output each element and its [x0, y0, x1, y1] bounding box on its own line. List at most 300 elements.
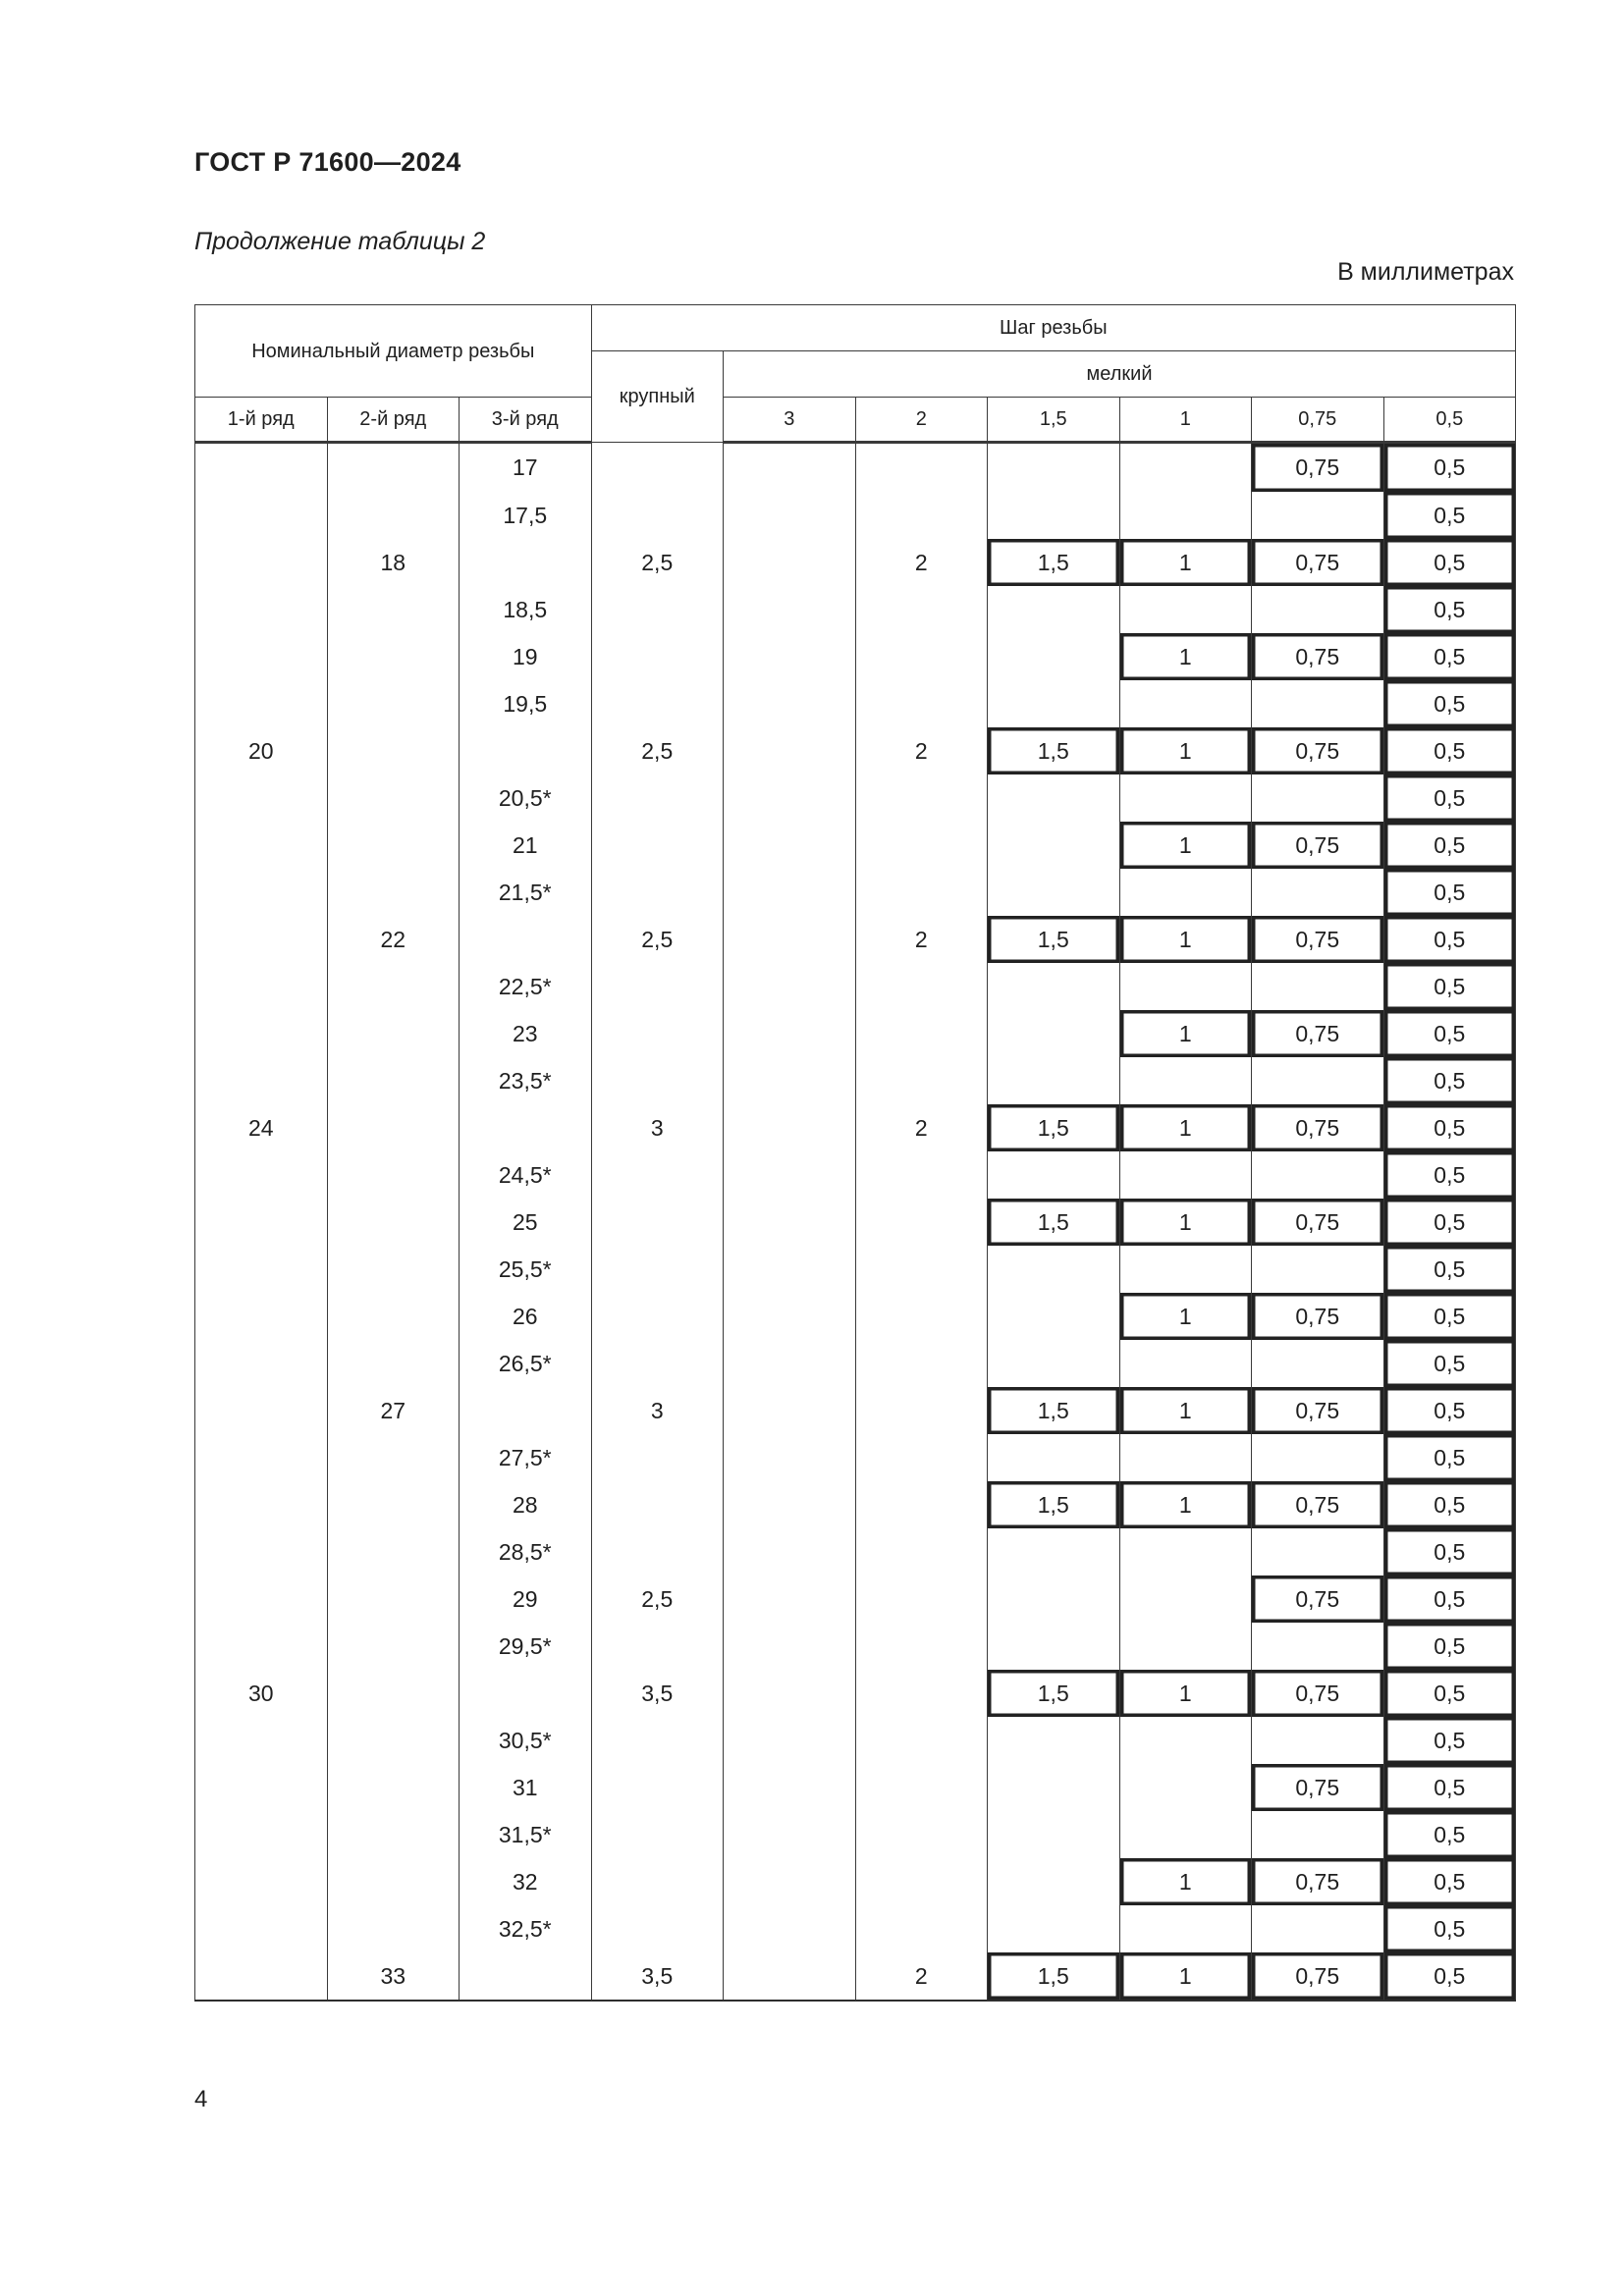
pitch-fine-0-5-cell: 0,5 [1383, 586, 1516, 633]
document-code: ГОСТ Р 71600—2024 [194, 147, 461, 177]
header-fine-pitch-1-5: 1,5 [988, 398, 1120, 443]
diameter-row-1-cell [195, 539, 328, 586]
pitch-fine-3-cell [724, 963, 856, 1010]
diameter-row-1-cell [195, 916, 328, 963]
pitch-fine-0-5-cell: 0,5 [1383, 492, 1516, 539]
pitch-fine-3-cell [724, 492, 856, 539]
pitch-fine-1-5-cell [988, 1528, 1120, 1575]
pitch-fine-1-5-cell [988, 1811, 1120, 1858]
diameter-row-1-cell [195, 1858, 328, 1905]
table-row [195, 1528, 1516, 1575]
pitch-fine-0-75-cell: 0,75 [1252, 822, 1384, 869]
pitch-fine-3-cell [724, 586, 856, 633]
diameter-row-1-cell [195, 1952, 328, 2001]
pitch-coarse-cell: 2,5 [591, 539, 724, 586]
pitch-fine-0-5-cell: 0,5 [1383, 1151, 1516, 1199]
diameter-row-2-cell: 33 [327, 1952, 460, 2001]
pitch-fine-0-5-cell: 0,5 [1383, 963, 1516, 1010]
diameter-row-2-cell [327, 1905, 460, 1952]
pitch-fine-2-cell [855, 1057, 988, 1104]
pitch-fine-1-5-cell: 1,5 [988, 1670, 1120, 1717]
diameter-row-3-cell: 22,5* [460, 963, 592, 1010]
table-row [195, 1434, 1516, 1481]
diameter-row-3-cell [460, 727, 592, 774]
pitch-fine-1-5-cell [988, 822, 1120, 869]
pitch-fine-2-cell [855, 680, 988, 727]
pitch-fine-2-cell [855, 1293, 988, 1340]
pitch-fine-0-75-cell: 0,75 [1252, 727, 1384, 774]
pitch-coarse-cell [591, 1811, 724, 1858]
pitch-fine-3-cell [724, 1151, 856, 1199]
pitch-coarse-cell [591, 1010, 724, 1057]
diameter-row-1-cell [195, 1340, 328, 1387]
pitch-fine-1-cell: 1 [1119, 1858, 1252, 1905]
pitch-fine-0-75-cell [1252, 1811, 1384, 1858]
pitch-coarse-cell [591, 869, 724, 916]
diameter-row-3-cell: 28,5* [460, 1528, 592, 1575]
pitch-fine-1-cell [1119, 1905, 1252, 1952]
pitch-fine-1-cell: 1 [1119, 1104, 1252, 1151]
pitch-fine-2-cell [855, 633, 988, 680]
pitch-fine-3-cell [724, 1528, 856, 1575]
pitch-fine-2-cell [855, 1387, 988, 1434]
table-row [195, 1481, 1516, 1528]
pitch-fine-1-cell: 1 [1119, 916, 1252, 963]
pitch-fine-0-75-cell: 0,75 [1252, 1293, 1384, 1340]
pitch-fine-1-cell [1119, 1434, 1252, 1481]
pitch-fine-1-cell: 1 [1119, 1387, 1252, 1434]
pitch-fine-0-5-cell: 0,5 [1383, 916, 1516, 963]
table-row [195, 1293, 1516, 1340]
table-row [195, 539, 1516, 586]
diameter-row-1-cell [195, 1717, 328, 1764]
pitch-fine-1-5-cell: 1,5 [988, 1387, 1120, 1434]
diameter-row-3-cell [460, 539, 592, 586]
pitch-fine-0-75-cell: 0,75 [1252, 1764, 1384, 1811]
units-note: В миллиметрах [1337, 258, 1514, 286]
pitch-fine-1-cell [1119, 1764, 1252, 1811]
diameter-row-3-cell [460, 916, 592, 963]
pitch-fine-2-cell [855, 1905, 988, 1952]
pitch-fine-1-5-cell [988, 1340, 1120, 1387]
table-row [195, 1575, 1516, 1623]
diameter-row-2-cell [327, 1340, 460, 1387]
diameter-row-3-cell: 21 [460, 822, 592, 869]
header-row-1: 1-й ряд [195, 398, 328, 443]
pitch-fine-2-cell [855, 586, 988, 633]
diameter-row-2-cell: 18 [327, 539, 460, 586]
pitch-fine-3-cell [724, 443, 856, 492]
pitch-fine-0-75-cell [1252, 1528, 1384, 1575]
pitch-fine-0-5-cell: 0,5 [1383, 1010, 1516, 1057]
diameter-row-1-cell [195, 1010, 328, 1057]
diameter-row-3-cell: 18,5 [460, 586, 592, 633]
table-row [195, 1764, 1516, 1811]
pitch-fine-0-75-cell: 0,75 [1252, 1952, 1384, 2001]
pitch-fine-3-cell [724, 1293, 856, 1340]
diameter-row-1-cell [195, 1811, 328, 1858]
table-row [195, 1670, 1516, 1717]
pitch-fine-3-cell [724, 539, 856, 586]
pitch-fine-1-cell: 1 [1119, 633, 1252, 680]
diameter-row-1-cell: 30 [195, 1670, 328, 1717]
pitch-coarse-cell [591, 586, 724, 633]
table-row [195, 492, 1516, 539]
table-row [195, 822, 1516, 869]
diameter-row-2-cell [327, 774, 460, 822]
diameter-row-2-cell [327, 1293, 460, 1340]
pitch-fine-2-cell [855, 1481, 988, 1528]
pitch-fine-1-cell [1119, 443, 1252, 492]
pitch-fine-0-5-cell: 0,5 [1383, 774, 1516, 822]
diameter-row-3-cell [460, 1952, 592, 2001]
diameter-row-1-cell [195, 680, 328, 727]
pitch-fine-0-75-cell [1252, 963, 1384, 1010]
pitch-fine-2-cell: 2 [855, 727, 988, 774]
pitch-coarse-cell [591, 1717, 724, 1764]
pitch-fine-1-5-cell [988, 774, 1120, 822]
diameter-row-3-cell [460, 1104, 592, 1151]
diameter-row-2-cell [327, 1104, 460, 1151]
pitch-fine-0-5-cell: 0,5 [1383, 727, 1516, 774]
table-row [195, 1246, 1516, 1293]
pitch-fine-3-cell [724, 916, 856, 963]
pitch-fine-1-cell [1119, 1340, 1252, 1387]
diameter-row-2-cell [327, 1858, 460, 1905]
table-row [195, 963, 1516, 1010]
pitch-fine-1-5-cell [988, 1434, 1120, 1481]
diameter-row-2-cell [327, 1481, 460, 1528]
pitch-fine-3-cell [724, 680, 856, 727]
pitch-coarse-cell: 2,5 [591, 1575, 724, 1623]
diameter-row-3-cell: 21,5* [460, 869, 592, 916]
diameter-row-1-cell [195, 1481, 328, 1528]
pitch-fine-1-cell [1119, 1623, 1252, 1670]
table-row [195, 1104, 1516, 1151]
pitch-fine-1-5-cell [988, 1858, 1120, 1905]
diameter-row-1-cell [195, 443, 328, 492]
header-pitch: Шаг резьбы [591, 305, 1516, 351]
pitch-coarse-cell [591, 680, 724, 727]
pitch-fine-0-75-cell [1252, 1905, 1384, 1952]
pitch-fine-1-cell [1119, 680, 1252, 727]
pitch-coarse-cell [591, 1246, 724, 1293]
pitch-coarse-cell [591, 443, 724, 492]
pitch-fine-2-cell [855, 1010, 988, 1057]
pitch-coarse-cell [591, 1623, 724, 1670]
pitch-fine-0-5-cell: 0,5 [1383, 1057, 1516, 1104]
diameter-row-1-cell [195, 822, 328, 869]
pitch-coarse-cell: 3,5 [591, 1670, 724, 1717]
diameter-row-2-cell: 22 [327, 916, 460, 963]
diameter-row-2-cell [327, 1199, 460, 1246]
table-row [195, 1905, 1516, 1952]
pitch-fine-0-75-cell [1252, 1434, 1384, 1481]
table-row [195, 1717, 1516, 1764]
pitch-fine-1-cell: 1 [1119, 1670, 1252, 1717]
pitch-coarse-cell [591, 1905, 724, 1952]
pitch-fine-0-5-cell: 0,5 [1383, 1340, 1516, 1387]
pitch-fine-1-5-cell [988, 1151, 1120, 1199]
pitch-fine-1-5-cell [988, 1764, 1120, 1811]
pitch-coarse-cell [591, 1293, 724, 1340]
header-fine-pitch-3: 3 [724, 398, 856, 443]
diameter-row-1-cell: 20 [195, 727, 328, 774]
pitch-fine-0-5-cell: 0,5 [1383, 1623, 1516, 1670]
pitch-fine-1-5-cell [988, 443, 1120, 492]
diameter-row-1-cell [195, 586, 328, 633]
diameter-row-2-cell [327, 443, 460, 492]
diameter-row-3-cell: 20,5* [460, 774, 592, 822]
pitch-fine-0-5-cell: 0,5 [1383, 1952, 1516, 2001]
diameter-row-3-cell [460, 1387, 592, 1434]
diameter-row-3-cell: 23,5* [460, 1057, 592, 1104]
pitch-fine-1-5-cell [988, 1246, 1120, 1293]
pitch-fine-0-5-cell: 0,5 [1383, 869, 1516, 916]
pitch-fine-2-cell [855, 1717, 988, 1764]
diameter-row-3-cell [460, 1670, 592, 1717]
pitch-fine-1-cell: 1 [1119, 822, 1252, 869]
pitch-fine-2-cell [855, 1151, 988, 1199]
pitch-fine-1-5-cell: 1,5 [988, 539, 1120, 586]
pitch-fine-2-cell: 2 [855, 1104, 988, 1151]
pitch-fine-2-cell [855, 1858, 988, 1905]
table-row [195, 1623, 1516, 1670]
pitch-fine-3-cell [724, 1905, 856, 1952]
pitch-fine-1-5-cell [988, 1010, 1120, 1057]
pitch-fine-1-5-cell: 1,5 [988, 1481, 1120, 1528]
pitch-fine-0-75-cell: 0,75 [1252, 916, 1384, 963]
pitch-coarse-cell [591, 633, 724, 680]
diameter-row-1-cell: 24 [195, 1104, 328, 1151]
pitch-fine-0-5-cell: 0,5 [1383, 1104, 1516, 1151]
pitch-fine-3-cell [724, 822, 856, 869]
diameter-row-1-cell [195, 1575, 328, 1623]
header-fine-pitch-2: 2 [855, 398, 988, 443]
pitch-fine-1-cell [1119, 1717, 1252, 1764]
pitch-fine-1-5-cell [988, 633, 1120, 680]
diameter-row-3-cell: 29,5* [460, 1623, 592, 1670]
diameter-row-2-cell [327, 1246, 460, 1293]
table-row [195, 443, 1516, 492]
pitch-fine-1-5-cell [988, 869, 1120, 916]
pitch-fine-0-5-cell: 0,5 [1383, 633, 1516, 680]
pitch-fine-1-cell: 1 [1119, 727, 1252, 774]
pitch-fine-0-5-cell: 0,5 [1383, 1199, 1516, 1246]
pitch-fine-2-cell [855, 1575, 988, 1623]
pitch-fine-1-5-cell [988, 492, 1120, 539]
diameter-row-1-cell [195, 774, 328, 822]
pitch-coarse-cell [591, 492, 724, 539]
header-coarse: крупный [591, 351, 724, 443]
header-fine-pitch-0-5: 0,5 [1383, 398, 1516, 443]
pitch-fine-2-cell [855, 443, 988, 492]
diameter-row-2-cell [327, 1057, 460, 1104]
pitch-fine-1-5-cell [988, 1293, 1120, 1340]
diameter-row-2-cell [327, 727, 460, 774]
table-row [195, 1151, 1516, 1199]
pitch-fine-1-5-cell [988, 680, 1120, 727]
diameter-row-2-cell [327, 1528, 460, 1575]
diameter-row-2-cell [327, 1623, 460, 1670]
pitch-fine-0-5-cell: 0,5 [1383, 1528, 1516, 1575]
pitch-coarse-cell [591, 1057, 724, 1104]
pitch-fine-2-cell [855, 1434, 988, 1481]
table-row [195, 1858, 1516, 1905]
pitch-fine-2-cell [855, 1670, 988, 1717]
pitch-fine-1-cell: 1 [1119, 1199, 1252, 1246]
table-row [195, 774, 1516, 822]
pitch-fine-3-cell [724, 1434, 856, 1481]
pitch-fine-0-75-cell: 0,75 [1252, 1575, 1384, 1623]
diameter-row-3-cell: 29 [460, 1575, 592, 1623]
diameter-row-2-cell [327, 1811, 460, 1858]
pitch-coarse-cell [591, 1151, 724, 1199]
pitch-fine-0-5-cell: 0,5 [1383, 1670, 1516, 1717]
pitch-fine-1-cell [1119, 1528, 1252, 1575]
pitch-fine-0-5-cell: 0,5 [1383, 1717, 1516, 1764]
diameter-row-1-cell [195, 492, 328, 539]
pitch-coarse-cell [591, 1199, 724, 1246]
pitch-fine-3-cell [724, 1010, 856, 1057]
pitch-coarse-cell [591, 1340, 724, 1387]
pitch-coarse-cell: 2,5 [591, 727, 724, 774]
pitch-fine-3-cell [724, 1858, 856, 1905]
pitch-fine-1-cell [1119, 1151, 1252, 1199]
pitch-fine-3-cell [724, 1670, 856, 1717]
pitch-fine-1-cell [1119, 963, 1252, 1010]
pitch-fine-3-cell [724, 1104, 856, 1151]
pitch-fine-0-75-cell: 0,75 [1252, 1481, 1384, 1528]
pitch-fine-1-5-cell: 1,5 [988, 916, 1120, 963]
table-row [195, 680, 1516, 727]
table-row [195, 1199, 1516, 1246]
diameter-row-3-cell: 17,5 [460, 492, 592, 539]
pitch-fine-3-cell [724, 1811, 856, 1858]
pitch-coarse-cell: 3,5 [591, 1952, 724, 2001]
diameter-row-3-cell: 31 [460, 1764, 592, 1811]
pitch-fine-1-cell: 1 [1119, 1952, 1252, 2001]
pitch-fine-3-cell [724, 1764, 856, 1811]
diameter-row-2-cell [327, 822, 460, 869]
diameter-row-2-cell [327, 1764, 460, 1811]
header-nominal-diameter: Номинальный диаметр резьбы [195, 305, 592, 398]
pitch-fine-0-5-cell: 0,5 [1383, 1293, 1516, 1340]
diameter-row-1-cell [195, 1905, 328, 1952]
pitch-fine-1-5-cell: 1,5 [988, 1952, 1120, 2001]
pitch-coarse-cell [591, 1764, 724, 1811]
pitch-fine-3-cell [724, 1387, 856, 1434]
pitch-fine-1-cell: 1 [1119, 1481, 1252, 1528]
diameter-row-3-cell: 27,5* [460, 1434, 592, 1481]
table-row [195, 916, 1516, 963]
table-row [195, 1387, 1516, 1434]
pitch-fine-0-75-cell: 0,75 [1252, 1104, 1384, 1151]
pitch-fine-1-cell [1119, 586, 1252, 633]
table-body [195, 443, 1516, 2001]
pitch-fine-3-cell [724, 1952, 856, 2001]
pitch-fine-1-cell [1119, 492, 1252, 539]
diameter-row-1-cell [195, 1623, 328, 1670]
diameter-row-3-cell: 24,5* [460, 1151, 592, 1199]
diameter-row-3-cell: 19,5 [460, 680, 592, 727]
pitch-fine-0-5-cell: 0,5 [1383, 1481, 1516, 1528]
pitch-coarse-cell [591, 1434, 724, 1481]
diameter-row-2-cell [327, 1010, 460, 1057]
pitch-coarse-cell [591, 822, 724, 869]
pitch-fine-3-cell [724, 1717, 856, 1764]
pitch-fine-1-5-cell: 1,5 [988, 727, 1120, 774]
pitch-coarse-cell [591, 963, 724, 1010]
diameter-row-3-cell: 26 [460, 1293, 592, 1340]
table-row [195, 727, 1516, 774]
table-row [195, 1057, 1516, 1104]
pitch-fine-0-75-cell: 0,75 [1252, 1387, 1384, 1434]
pitch-fine-2-cell [855, 822, 988, 869]
pitch-fine-0-75-cell [1252, 1246, 1384, 1293]
pitch-fine-0-75-cell: 0,75 [1252, 443, 1384, 492]
pitch-fine-1-cell [1119, 1811, 1252, 1858]
pitch-fine-0-5-cell: 0,5 [1383, 1905, 1516, 1952]
pitch-fine-3-cell [724, 727, 856, 774]
diameter-row-2-cell [327, 963, 460, 1010]
pitch-fine-0-5-cell: 0,5 [1383, 1434, 1516, 1481]
pitch-fine-2-cell: 2 [855, 916, 988, 963]
table-row [195, 633, 1516, 680]
pitch-fine-1-cell [1119, 774, 1252, 822]
pitch-fine-0-75-cell [1252, 1340, 1384, 1387]
pitch-fine-0-75-cell [1252, 492, 1384, 539]
pitch-coarse-cell [591, 1528, 724, 1575]
diameter-row-2-cell [327, 1434, 460, 1481]
pitch-fine-1-cell [1119, 1575, 1252, 1623]
diameter-row-2-cell [327, 680, 460, 727]
diameter-row-1-cell [195, 1528, 328, 1575]
pitch-fine-2-cell [855, 1246, 988, 1293]
pitch-fine-1-5-cell [988, 963, 1120, 1010]
pitch-fine-0-75-cell: 0,75 [1252, 1010, 1384, 1057]
diameter-row-1-cell [195, 1434, 328, 1481]
diameter-row-1-cell [195, 963, 328, 1010]
pitch-fine-3-cell [724, 869, 856, 916]
pitch-fine-0-75-cell: 0,75 [1252, 539, 1384, 586]
pitch-fine-3-cell [724, 1246, 856, 1293]
pitch-fine-3-cell [724, 1057, 856, 1104]
diameter-row-1-cell [195, 1387, 328, 1434]
diameter-row-2-cell [327, 1670, 460, 1717]
diameter-row-3-cell: 32,5* [460, 1905, 592, 1952]
header-row-3: 3-й ряд [460, 398, 592, 443]
diameter-row-2-cell [327, 1717, 460, 1764]
diameter-row-3-cell: 17 [460, 443, 592, 492]
diameter-row-2-cell [327, 1151, 460, 1199]
pitch-fine-1-5-cell [988, 1057, 1120, 1104]
diameter-row-1-cell [195, 1293, 328, 1340]
pitch-fine-1-5-cell [988, 586, 1120, 633]
header-fine-pitch-0-75: 0,75 [1252, 398, 1384, 443]
page-number: 4 [194, 2086, 208, 2112]
pitch-fine-2-cell: 2 [855, 1952, 988, 2001]
pitch-fine-2-cell [855, 1764, 988, 1811]
table-row [195, 1811, 1516, 1858]
table-row [195, 1010, 1516, 1057]
diameter-row-3-cell: 19 [460, 633, 592, 680]
pitch-fine-0-75-cell [1252, 1151, 1384, 1199]
pitch-fine-2-cell [855, 1199, 988, 1246]
pitch-fine-2-cell [855, 1811, 988, 1858]
pitch-fine-1-5-cell [988, 1575, 1120, 1623]
pitch-coarse-cell [591, 1481, 724, 1528]
